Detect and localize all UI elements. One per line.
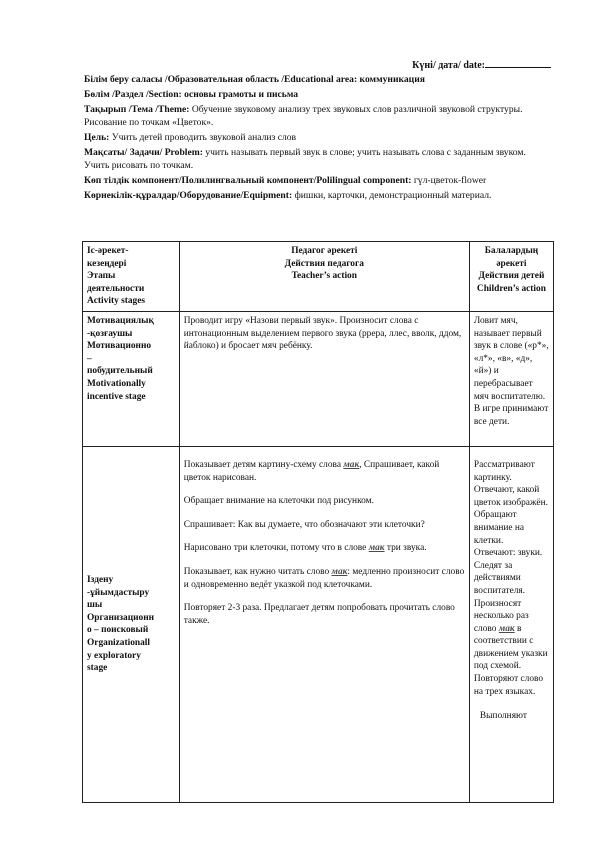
children-action-1: Ловит мяч, называет первый звук в слове («р*», «л*», «в», «д», «й») и перебрасывает мяч воспитателю. В игре принимают все дети. bbox=[469, 311, 553, 446]
word-mak: мак bbox=[368, 543, 385, 554]
teacher-action-2: Показывает детям картину-схему слова мак, Спрашивает, какой цветок нарисован. Обращает внимание на клеточки под рисунком. Спрашивает: Как вы думаете, что обозначают эти клеточки? Нарисовано три клеточки, потому что в слове мак три звука. Показывает, как нужно читать слово мак: медленно произносит слово и одновременно ведёт указкой под клеточками. Повторяет 2-3 раза. Предлагает детям попробовать прочитать слово также. bbox=[179, 446, 469, 802]
children-action-2: Рассматривают картинку. Отвечают, какой цветок изображён. Обращают внимание на клетки. Отвечают: звуки. Следят за действиями воспитателя. Произносят несколько раз слово мак в соответствии с движением указки под схемой. Повторяют слово на трех языках. Выполняют bbox=[469, 446, 553, 802]
word-mak: мак bbox=[343, 459, 360, 470]
header-teacher: Педагог әрекеті Действия педагога Teacher’s action bbox=[179, 242, 469, 312]
activity-table bbox=[82, 241, 554, 803]
word-mak: мак bbox=[331, 566, 348, 577]
header-stages: Іс-әрекет- кезеңдері Этапы деятельности Activity stages bbox=[83, 242, 180, 312]
goal-line: Цель: Учить детей проводить звуковой анализ слов bbox=[84, 132, 297, 143]
equipment-line: Көрнекілік-құралдар/Оборудование/Equipment: фишки, карточки, демонстрационный материал. bbox=[84, 190, 492, 201]
date-label: Күні/ дата/ date: bbox=[412, 60, 485, 71]
header-children: Балалардың әрекеті Действия детей Children’s action bbox=[469, 242, 553, 312]
table-row bbox=[83, 446, 554, 802]
date-line bbox=[412, 58, 551, 71]
stage-motivational: Мотивациялық -қозғаушы Мотивационно – побудительный Motivationally incentive stage bbox=[83, 311, 180, 446]
date-blank bbox=[485, 58, 551, 68]
table-row bbox=[83, 311, 554, 446]
stage-exploratory: Іздену -ұйымдастыру шы Организационн о – поисковый Organizationall y exploratory stage bbox=[83, 446, 180, 802]
area-line: Білім беру саласы /Образовательная область /Educational area: коммуникация bbox=[84, 74, 425, 85]
theme-line: Тақырып /Тема /Theme: Обучение звуковому анализу трех звуковых слов различной звуковой структуры. Рисование по точкам «Цветок». bbox=[84, 104, 523, 128]
section-line: Бөлім /Раздел /Section: основы грамоты и письма bbox=[84, 89, 299, 100]
lesson-header bbox=[84, 73, 552, 204]
teacher-action-1: Проводит игру «Назови первый звук». Произносит слова с интонационным выделением первого звука (рреpa, ллес, вволк, ддом, йаблоко) и бросает мяч ребёнку. bbox=[179, 311, 469, 446]
tasks-line: Мақсаты/ Задачи/ Problem: учить называть первый звук в слове; учить называть слова с заданным звуком. Учить рисовать по точкам. bbox=[84, 147, 526, 171]
polilingual-line: Көп тілдік компонент/Полилингвальный компонент/Polilingual component: гүл-цветок-flower bbox=[84, 175, 487, 186]
table-header-row bbox=[83, 242, 554, 312]
word-mak: мак bbox=[498, 623, 515, 634]
